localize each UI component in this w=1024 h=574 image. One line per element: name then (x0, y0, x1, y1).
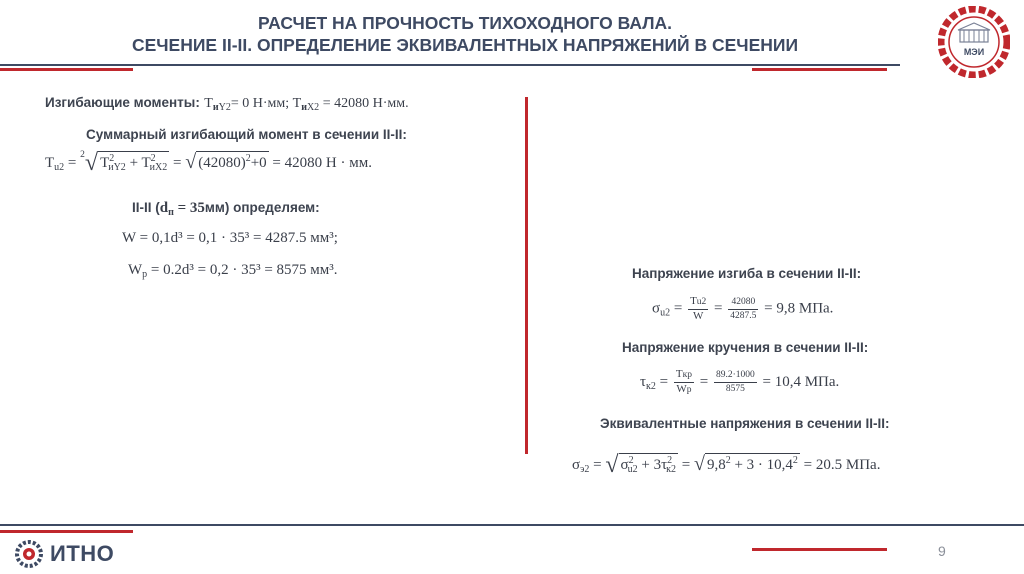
bending-moments-line (45, 94, 409, 113)
bending-stress-result: = 9,8 МПа. (764, 300, 834, 317)
header-red-bar-right (752, 68, 887, 71)
torsion-stress-result: = 10,4 МПа. (762, 373, 840, 390)
section-modulus-formula: W = 0,1d³ = 0,1 · 35³ = 4287.5 мм³; (122, 230, 338, 246)
header-divider (0, 64, 900, 66)
total-moment-label: Суммарный изгибающий момент в сечении II-II: (86, 127, 407, 142)
vertical-divider (525, 97, 528, 454)
torsion-stress-label: Напряжение кручения в сечении II-II: (622, 340, 869, 355)
polar-modulus-formula: $W_p = 0.2d^3 = 0,2 \cdot 35^3 = 8575$ мм³. (128, 262, 338, 280)
itno-emblem-icon (14, 539, 44, 569)
torsion-stress-formula: $\tau_{к2}$ = $\frac{\text{Tкр}}{Wp}$ = $\frac{89.2\cdot 1000}{8575}$ = 10,4 МПа. (640, 368, 840, 395)
footer-red-bar-left (0, 530, 133, 533)
equivalent-stress-result: = 20.5 МПа. (803, 457, 881, 473)
logo-text: МЭИ (963, 47, 985, 57)
mei-logo-icon (938, 6, 1010, 78)
bending-moments-values: $T_{иY2}= 0$ Н·мм; $T_{иX2} = 42080$ Н·мм. (204, 96, 409, 113)
equivalent-stress-formula: $\sigma_{э2}$ = √ $\sigma^2_{u2} + 3\tau^2_{к2}$ = √ $9,8^2 + 3 \cdot 10,4^2 = 20.5$ МПа. (572, 452, 881, 478)
header-red-bar-left (0, 68, 133, 71)
equivalent-stress-label: Эквивалентные напряжения в сечении II-II: (600, 416, 890, 431)
page-title (0, 12, 930, 56)
page-number: 9 (938, 543, 946, 559)
itno-brand-text: ИТНО (50, 541, 115, 566)
title-line-2: СЕЧЕНИЕ II-II. ОПРЕДЕЛЕНИЕ ЭКВИВАЛЕНТНЫХ НАПРЯЖЕНИЙ В СЕЧЕНИИ (131, 35, 799, 55)
footer-divider (0, 524, 1024, 526)
itno-logo (14, 539, 114, 569)
title-line-1: РАСЧЕТ НА ПРОЧНОСТЬ ТИХОХОДНОГО ВАЛА. (257, 13, 673, 33)
section-diameter-line: II-II $(d_п = 35мм)$ определяем: (132, 200, 320, 218)
bending-stress-formula: $\sigma_{u2}$ = $\frac{Tu2}{W}$ = $\frac{42080}{4287.5}$ = 9,8 МПа. (652, 295, 834, 322)
bending-stress-label: Напряжение изгиба в сечении II-II: (632, 266, 862, 281)
footer-red-bar-right (752, 548, 887, 551)
total-moment-formula: $T_{u2} = ^2√$ $T^2_{иY2} + T^2_{иX2}$ = √ $(42080)^2+0 = 42080$ Н · мм. (45, 150, 372, 176)
total-moment-result: = 42080 Н · мм. (272, 155, 372, 171)
bending-moments-label: Изгибающие моменты: (45, 95, 200, 110)
